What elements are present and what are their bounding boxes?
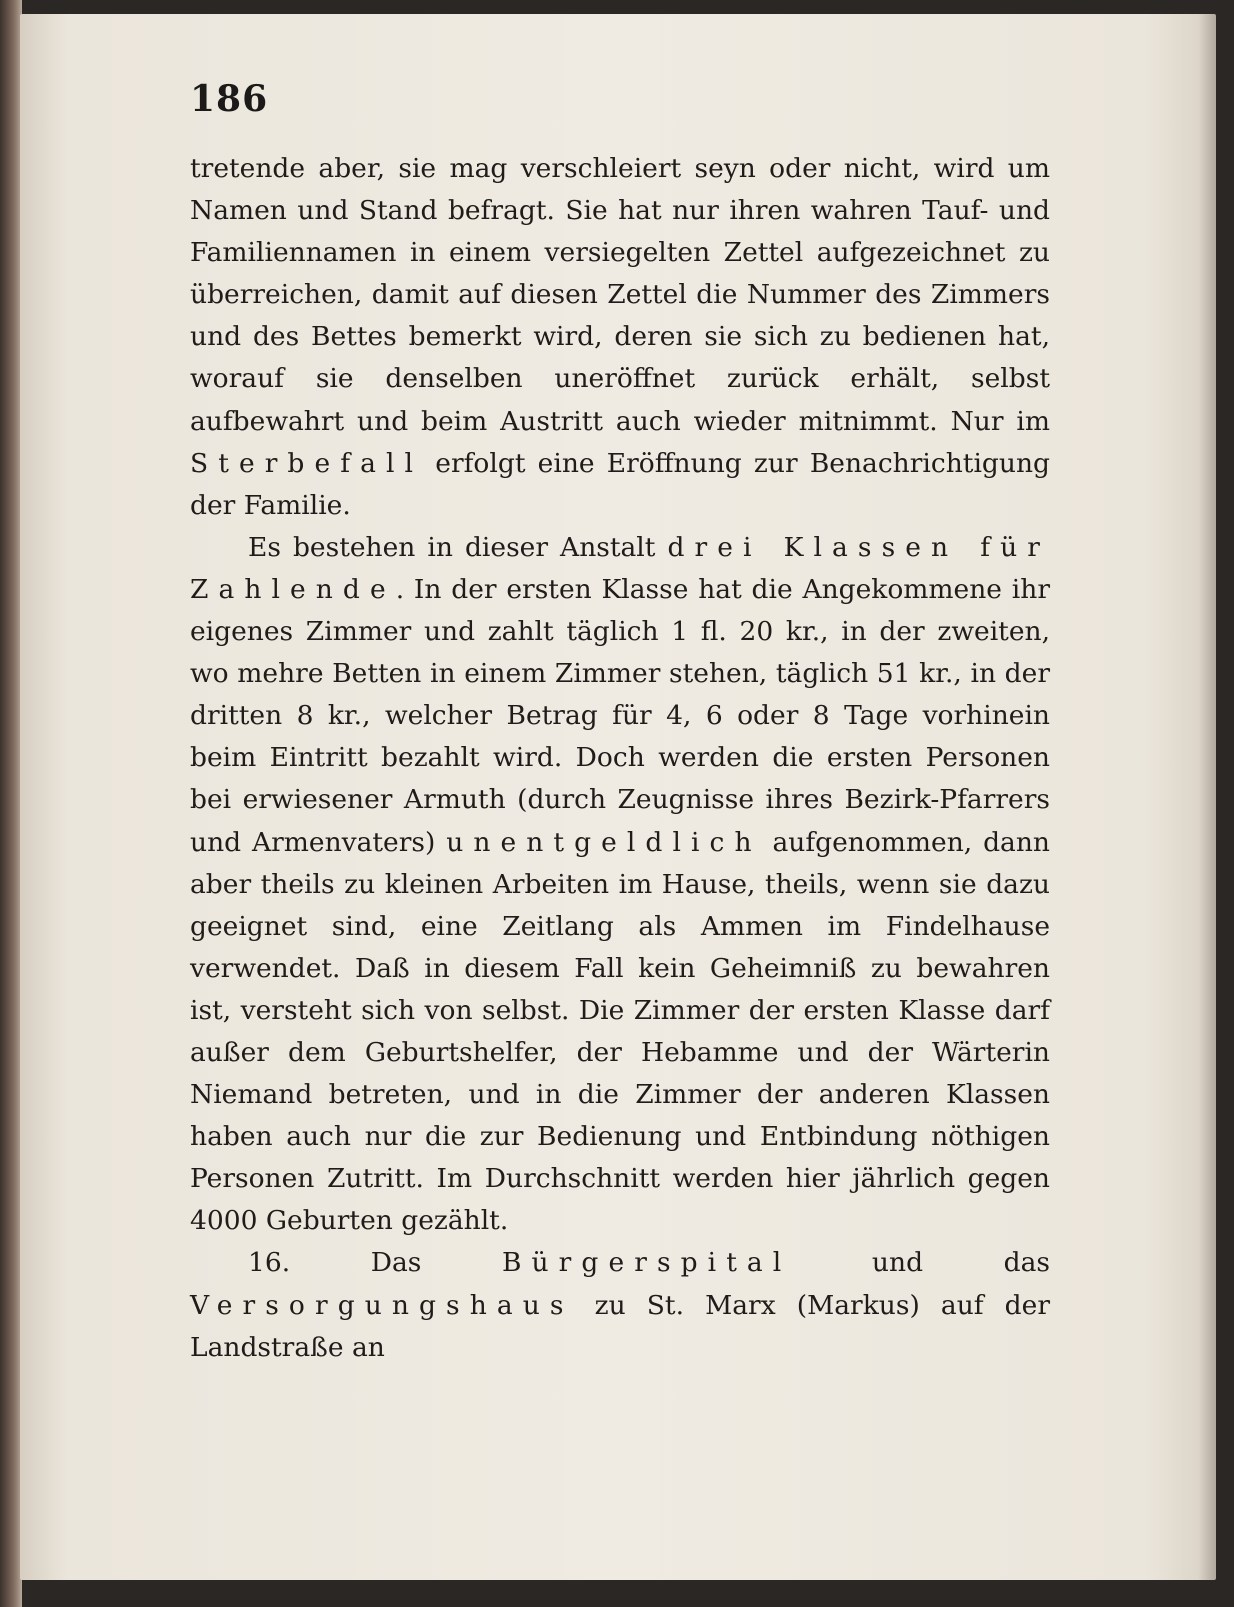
paragraph-3-spaced-versorgungshaus: Versorgungshaus <box>190 1289 574 1321</box>
paragraph-1-text-b: erfolgt eine Eröffnung zur Benachrichtigung der Familie. <box>190 447 1050 521</box>
paragraph-3 <box>190 1242 1050 1368</box>
paragraph-3-text-a: 16. Das <box>248 1247 502 1279</box>
paragraph-3-text-b: und das <box>791 1247 1050 1279</box>
page-body-text <box>190 148 1050 1369</box>
paragraph-2-text-c: aufgenommen, dann aber theils zu kleinen Arbeiten im Hause, theils, wenn sie dazu geeignet sind, eine Zeitlang als Ammen im Findelhause verwendet. Daß in diesem Fall kein Geheimniß zu bewahren ist, versteht sich von selbst. Die Zimmer der ersten Klasse darf außer dem Geburtshelfer, der Hebamme und der Wärterin Niemand betreten, und in die Zimmer der anderen Klassen haben auch nur die zur Bedienung und Entbindung nöthigen Personen Zutritt. Im Durchschnitt werden hier jährlich gegen 4000 Geburten gezählt. <box>190 826 1050 1237</box>
paragraph-3-text-c: zu St. Marx (Markus) auf der Landstraße an <box>190 1289 1050 1363</box>
paragraph-1-text-a: tretende aber, sie mag verschleiert seyn oder nicht, wird um Namen und Stand befragt. Sie hat nur ihren wahren Tauf- und Familiennamen in einem versiegelten Zettel aufgezeichnet zu überreichen, damit auf diesen Zettel die Nummer des Zimmers und des Bettes bemerkt wird, deren sie sich zu bedienen hat, worauf sie denselben uneröffnet zurück erhält, selbst aufbewahrt und beim Austritt auch wieder mitnimmt. Nur im <box>190 153 1050 437</box>
paragraph-3-spaced-buergerspital: Bürgerspital <box>502 1247 792 1279</box>
paragraph-2-text-b: . In der ersten Klasse hat die Angekommene ihr eigenes Zimmer und zahlt täglich 1 fl. 20 kr., in der zweiten, wo mehre Betten in einem Zimmer stehen, täglich 51 kr., in der dritten 8 kr., welcher Betrag für 4, 6 oder 8 Tage vorhinein beim Eintritt bezahlt wird. Doch werden die ersten Personen bei erwiesener Armuth (durch Zeugnisse ihres Bezirk-Pfarrers und Armenvaters) <box>190 573 1050 858</box>
page-number: 186 <box>190 78 269 120</box>
paragraph-1 <box>190 148 1050 527</box>
paragraph-2 <box>190 527 1050 1243</box>
paragraph-2-text-a: Es bestehen in dieser Anstalt <box>248 531 668 563</box>
paragraph-1-spaced-sterbefall: Sterbefall <box>190 447 424 479</box>
page-gutter-shadow <box>1198 14 1216 1580</box>
paragraph-2-spaced-unentgeldlich: unentgeldlich <box>446 826 762 858</box>
paragraph-2-spaced-drei-klassen: drei Klassen für Zahlende <box>190 531 1050 605</box>
book-page-edges <box>0 0 22 1607</box>
